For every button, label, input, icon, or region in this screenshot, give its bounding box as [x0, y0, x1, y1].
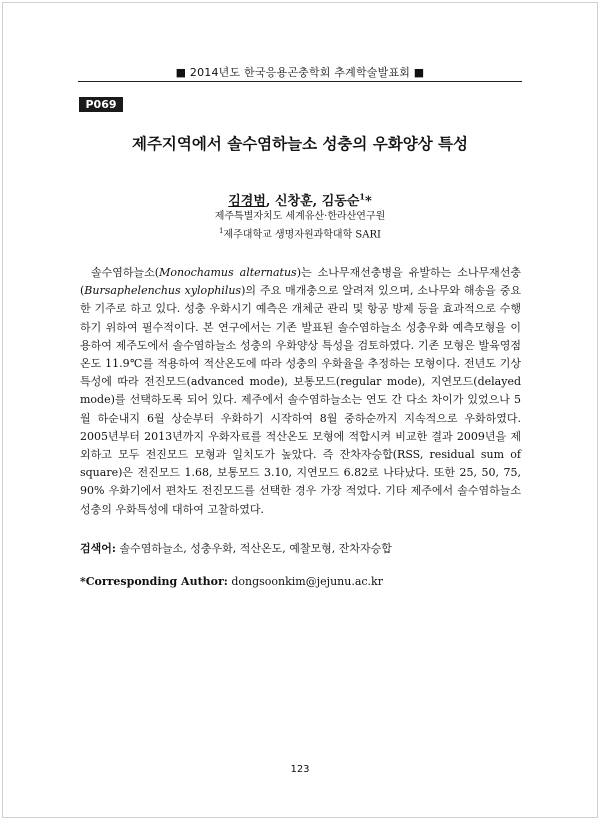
author-affiliation-mark: 1 [359, 191, 365, 202]
affiliation-1: 제주특별자치도 세계유산·한라산연구원 [214, 211, 386, 222]
keywords [80, 541, 521, 557]
keywords-list: 솔수염하늘소, 성충우화, 적산온도, 예찰모형, 잔차자승합 [115, 542, 392, 555]
co-authors: , 신창훈, 김동순 [265, 194, 360, 209]
header-rule [78, 81, 522, 82]
paper-title: 제주지역에서 솔수염하늘소 성충의 우화양상 특성 [131, 135, 469, 153]
affiliations [0, 210, 600, 242]
keywords-label: 검색어: [80, 542, 116, 555]
corresponding-author [80, 574, 521, 590]
corresponding-email: dongsoonkim@jejunu.ac.kr [227, 575, 383, 588]
authors-line [0, 190, 600, 209]
corresponding-mark: * [364, 194, 372, 209]
poster-number-badge: P069 [79, 97, 123, 112]
affiliation-2 [0, 224, 600, 242]
running-header: ■ 2014년도 한국응용곤충학회 추계학술발표회 ■ [175, 66, 425, 79]
scientific-name-nematode: Bursaphelenchus xylophilus [84, 284, 242, 298]
abstract-text-2: )는 소나무재선충병을 유발하는 소나무재선충( [80, 266, 521, 298]
presenting-author: 김경범 [228, 194, 266, 209]
abstract-text-1: 솔수염하늘소( [91, 266, 160, 279]
affiliation-2-text: 제주대학교 생명자원과학대학 SARI [223, 229, 381, 241]
scientific-name-vector: Monochamus alternatus [159, 266, 297, 279]
corresponding-label: *Corresponding Author: [80, 575, 228, 588]
abstract-text-3: )의 주요 매개충으로 알려져 있으며, 소나무와 해송을 중요한 기주로 하고 있다. 성충 우화시기 예측은 개체군 관리 및 항공 방제 등을 효과적으로 수행하기 위하여 필수적이다. 본 연구에서는 기존 발표된 솔수염하늘소 성충우화 예측모형을 이용하여 제주도에서 솔수염하늘소 성충의 우화양상 특성을 검토하였다. 기존 모형은 발육영점온도 11.9℃를 적용하여 적산온도에 따라 성충의 우화율을 추정하는 모형이다. 전년도 기상특성에 따라 전진모드(advanced mode), 보통모드(regular mode), 지연모드(delayed mode)를 선택하도록 되어 있다. 제주에서 솔수염하늘소는 연도 간 다소 차이가 있었으나 5월 하순내지 6월 상순부터 우화하기 시작하여 8월 중하순까지 지속적으로 우화하였다. 2005년부터 2013년까지 우화자료를 적산온도 모형에 적합시켜 비교한 결과 2009년을 제외하고 모두 전진모드 모형과 일치도가 높았다. 즉 잔차자승합(RSS, residual sum of square)은 전진모드 1.68, 보통모드 3.10, 지연모드 6.82로 나타났다. 또한 25, 50, 75, 90% 우화기에서 편차도 전진모드를 선택한 경우 가장 적었다. 기타 제주에서 솔수염하늘소 성충의 우화특성에 대하여 고찰하였다. [80, 284, 521, 516]
abstract-body [80, 264, 521, 519]
affiliation-2-mark: 1 [219, 227, 224, 235]
page-number: 123 [290, 764, 310, 775]
